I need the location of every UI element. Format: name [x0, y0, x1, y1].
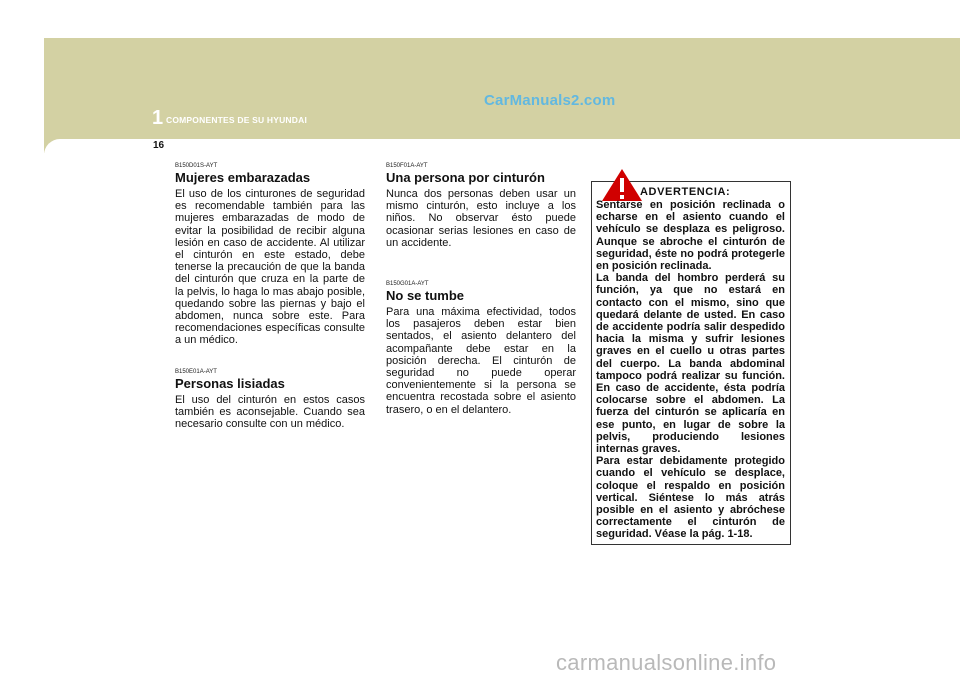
section-body: El uso del cinturón en estos casos también es aconsejable. Cuando sea necesario consulte con un médico. [175, 393, 365, 431]
section-body: Para una máxima efectividad, todos los pasajeros deben estar bien sentados, el asiento delantero del acompañante debe estar en la posición derecha. El cinturón de seguridad no puede operar convenientemente si la persona se encuentra recostada sobre el asiento trasero, o en el delantero. [386, 306, 576, 416]
chapter-title: COMPONENTES DE SU HYUNDAI [166, 115, 308, 125]
warning-title: ADVERTENCIA: [640, 186, 731, 198]
chapter-number: 1 [152, 107, 164, 129]
section-body: El uso de los cinturones de seguridad es recomendable también para las mujeres embarazadas de modo de evitar la posibilidad de recibir alguna lesión en caso de accidente. Al utilizar el cinturón en este estado, debe tenerse la precaución de que la banda del cinturón que cruza en la parte de la pelvis, lo haga lo mas abajo posible, quedando sobre las piernas y bajo el abdomen, nunca sobre este. Para recomendaciones específicas consulte a un médico. [175, 188, 365, 347]
page-number: 16 [153, 140, 165, 151]
warning-triangle-icon [600, 167, 644, 203]
section-code: B150F01A-AYT [386, 163, 428, 169]
warning-paragraph: Sentarse en posición reclinada o echarse en el asiento cuando el vehículo se desplaza es peligroso. Aunque se abroche el cinturón de seguridad, éste no podrá protegerle en posición reclinada. [596, 199, 785, 273]
section-code: B150D01S-AYT [175, 163, 218, 169]
warning-paragraph: Para estar debidamente protegido cuando el vehículo se desplace, coloque el respaldo en posición vertical. Siéntese lo más atrás posible en el asiento y abróchese correctamente el cinturón de seguridad. Véase la pág. 1-18. [596, 455, 785, 541]
footer-watermark: carmanualsonline.info [556, 650, 777, 675]
section-title: No se tumbe [386, 288, 465, 304]
section-code: B150E01A-AYT [175, 368, 217, 375]
section-title: Mujeres embarazadas [175, 170, 311, 185]
column-left [175, 163, 365, 430]
warning-paragraph: La banda del hombro perderá su función, ya que no estará en contacto con el mismo, sino que quedará delante de usted. En caso de accidente podría salir despedido hacia la misma y sufrir lesiones graves en el cuello u otras partes del cuerpo. La banda abdominal tampoco podrá realizar su función. En caso de accidente, ésta podría colocarse sobre el abdomen. La fuerza del cinturón se aplicaría en ese punto, en lugar de sobre la pelvis, produciendo lesiones internas graves. [596, 272, 785, 456]
warning-body [596, 199, 785, 541]
section-title: Una persona por cinturón [386, 170, 545, 185]
column-middle [386, 163, 576, 416]
section-code: B150G01A-AYT [386, 281, 429, 288]
site-watermark-link[interactable]: CarManuals2.com [484, 92, 616, 109]
section-body: Nunca dos personas deben usar un mismo cinturón, esto incluye a los niños. No observar ésto puede ocasionar serias lesiones en caso de un accidente. [386, 188, 576, 249]
section-title: Personas lisiadas [175, 375, 285, 391]
